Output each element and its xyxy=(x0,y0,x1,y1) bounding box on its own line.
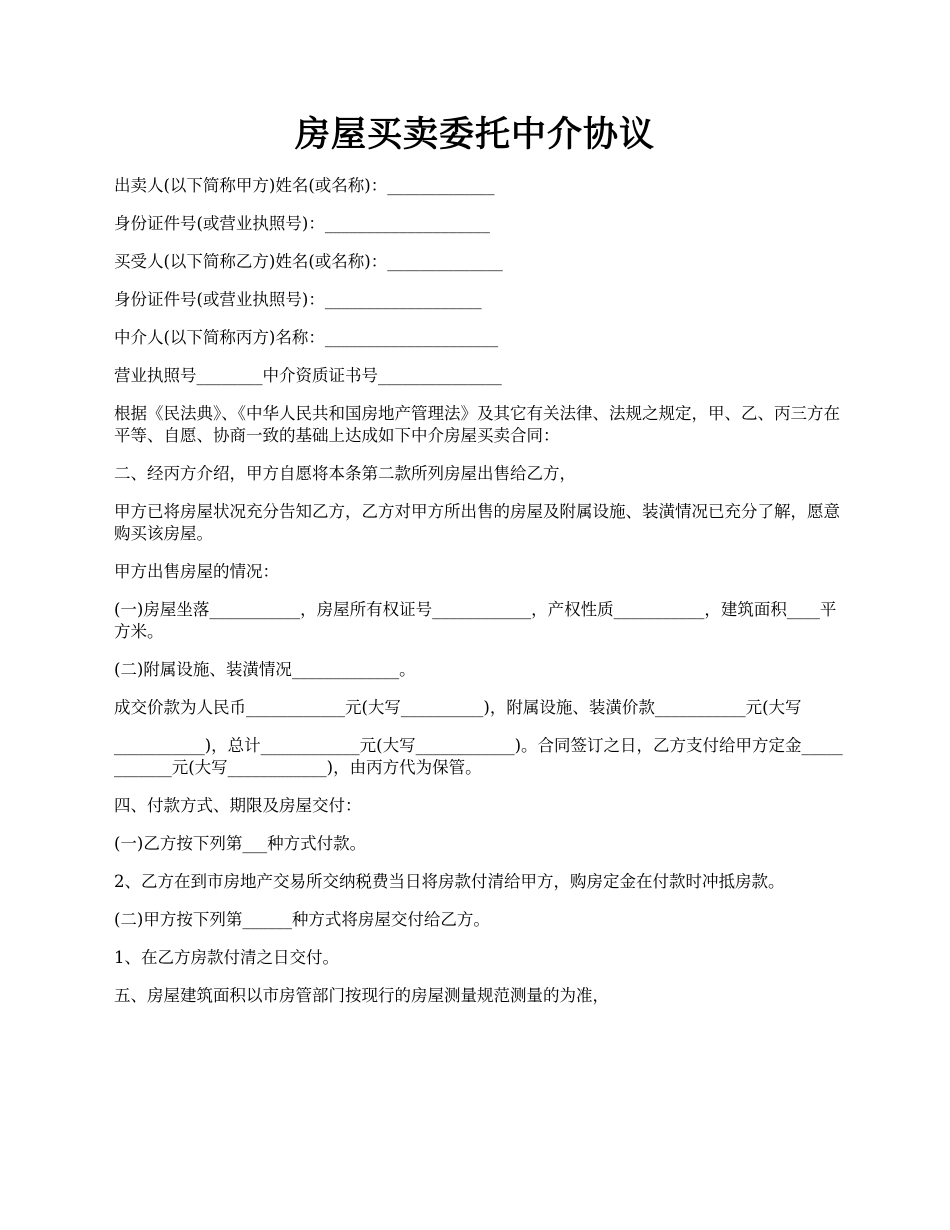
paragraph-payment-heading: 四、付款方式、期限及房屋交付： xyxy=(114,796,362,815)
paragraph-buyer-name: 买受人(以下简称乙方)姓名(或名称)：______________ xyxy=(114,252,503,271)
paragraph-seller-id: 身份证件号(或营业执照号)：____________________ xyxy=(114,214,490,233)
document-title: 房屋买卖委托中介协议 xyxy=(294,114,655,155)
paragraph-buyer-id: 身份证件号(或营业执照号)：___________________ xyxy=(114,290,482,309)
paragraph-payment-term-2: 2、乙方在到市房地产交易所交纳税费当日将房款付清给甲方，购房定金在付款时冲抵房款。 xyxy=(114,872,785,891)
paragraph-house-location: (一)房屋坐落___________，房屋所有权证号____________，产权性质___________，建筑面积____平方米。 xyxy=(114,600,837,641)
paragraph-clause-two: 二、经丙方介绍，甲方自愿将本条第二款所列房屋出售给乙方， xyxy=(114,464,576,483)
paragraph-legal-basis: 根据《民法典》、《中华人民共和国房地产管理法》及其它有关法律、法规之规定，甲、乙、丙三方在平等、自愿、协商一致的基础上达成如下中介房屋买卖合同： xyxy=(114,404,840,445)
paragraph-total-deposit: ___________)，总计____________元(大写____________)。合同签订之日，乙方支付给甲方定金____________元(大写____________)，由丙方代为保管。 xyxy=(114,736,843,777)
paragraph-house-info-heading: 甲方出售房屋的情况： xyxy=(114,562,279,581)
paragraph-facilities: (二)附属设施、装潢情况_____________。 xyxy=(114,660,416,679)
document-body xyxy=(114,175,846,1023)
paragraph-agent-license: 营业执照号________中介资质证书号_______________ xyxy=(114,366,502,385)
paragraph-payment-method: (一)乙方按下列第___种方式付款。 xyxy=(114,834,367,853)
paragraph-delivery-term-1: 1、在乙方房款付清之日交付。 xyxy=(114,948,339,967)
paragraph-delivery-method: (二)甲方按下列第______种方式将房屋交付给乙方。 xyxy=(114,910,490,929)
paragraph-clause-five: 五、房屋建筑面积以市房管部门按现行的房屋测量规范测量的为准， xyxy=(114,986,609,1005)
paragraph-disclosure: 甲方已将房屋状况充分告知乙方，乙方对甲方所出售的房屋及附属设施、装潢情况已充分了解，愿意购买该房屋。 xyxy=(114,502,840,543)
paragraph-price: 成交价款为人民币____________元(大写__________)，附属设施、装潢价款___________元(大写 xyxy=(114,698,802,717)
paragraph-agent-name: 中介人(以下简称丙方)名称：_____________________ xyxy=(114,328,499,347)
paragraph-seller-name: 出卖人(以下简称甲方)姓名(或名称)：_____________ xyxy=(114,176,495,195)
